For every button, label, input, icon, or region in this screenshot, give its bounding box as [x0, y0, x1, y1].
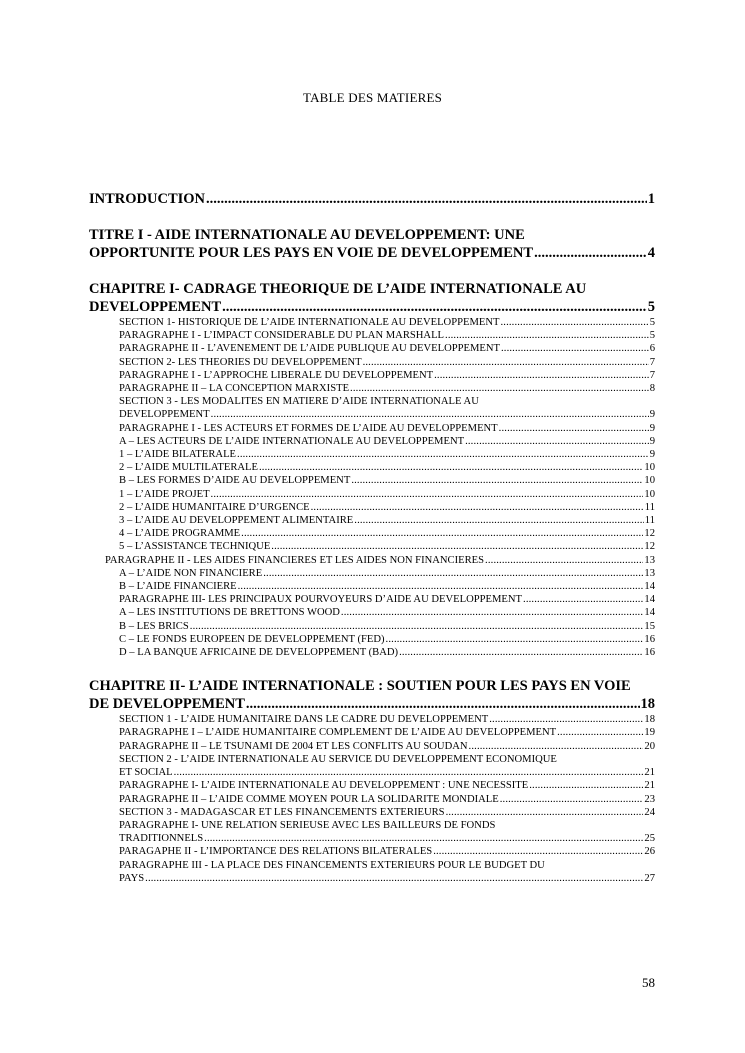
toc-entry-text: 4 – L’AIDE PROGRAMME — [119, 528, 241, 540]
toc-entry-text: SECTION 2 - L’AIDE INTERNATIONALE AU SERVICE DU DEVELOPPEMENT ECONOMIQUE — [119, 753, 557, 765]
table-of-contents — [89, 190, 655, 885]
dot-leader — [341, 606, 644, 619]
toc-page: 5 — [649, 317, 655, 328]
toc-entry-text: PARAGRAPHE II - L’AVENEMENT DE L’AIDE PUBLIQUE AU DEVELOPPEMENT — [119, 343, 500, 355]
dot-leader — [174, 766, 644, 779]
toc-entry-text: PARAGRAPHE I - L’APPROCHE LIBERALE DU DEVELOPPEMENT — [119, 369, 434, 381]
toc-entry[interactable] — [89, 806, 655, 819]
toc-entry[interactable] — [89, 316, 655, 329]
dot-leader — [469, 740, 644, 753]
toc-page: 6 — [649, 343, 655, 355]
toc-entry-text: 2 – L’AIDE MULTILATERALE — [119, 462, 258, 474]
toc-entry-text: DEVELOPPEMENT — [119, 409, 210, 421]
toc-entry-text: 1 – L’AIDE BILATERALE — [119, 449, 237, 461]
toc-page: 5 — [649, 330, 655, 342]
toc-page: 9 — [649, 435, 655, 447]
toc-entry[interactable] — [89, 713, 655, 726]
toc-entry[interactable] — [89, 793, 655, 806]
dot-leader — [433, 845, 643, 858]
toc-entry-text: TITRE I - AIDE INTERNATIONALE AU DEVELOPPEMENT: UNE — [89, 227, 525, 243]
dot-leader — [557, 726, 643, 739]
toc-page: 9 — [649, 422, 655, 434]
dot-leader — [259, 461, 643, 474]
toc-page: 15 — [644, 620, 655, 632]
toc-page: 18 — [644, 714, 655, 726]
dot-leader — [434, 369, 649, 382]
toc-page: 12 — [644, 528, 655, 540]
toc-page: 5 — [647, 299, 655, 315]
toc-page: 11 — [644, 501, 655, 513]
dot-leader — [350, 382, 649, 395]
dot-leader — [500, 793, 644, 806]
toc-page: 25 — [644, 833, 655, 845]
toc-entry-text: OPPORTUNITE POUR LES PAYS EN VOIE DE DEVELOPPEMENT — [89, 245, 534, 261]
toc-title: TABLE DES MATIERES — [302, 90, 443, 105]
toc-entry-text: PARAGRAPHE III - LA PLACE DES FINANCEMENTS EXTERIEURS POUR LE BUDGET DU — [119, 859, 545, 871]
toc-entry[interactable] — [89, 488, 655, 501]
toc-entry-text: CHAPITRE II- L’AIDE INTERNATIONALE : SOUTIEN POUR LES PAYS EN VOIE — [89, 678, 631, 695]
dot-leader — [145, 872, 643, 885]
dot-leader — [399, 646, 643, 659]
dot-leader — [500, 316, 648, 329]
toc-entry-text: TRADITIONNELS — [119, 833, 204, 845]
toc-entry[interactable] — [89, 606, 655, 619]
toc-entry[interactable] — [89, 726, 655, 739]
toc-entry-section-3[interactable] — [89, 395, 655, 421]
toc-entry[interactable] — [89, 382, 655, 395]
dot-leader — [204, 832, 643, 845]
toc-page: 11 — [644, 515, 655, 527]
toc-page: 19 — [644, 727, 655, 739]
toc-entry-text: A – L’AIDE NON FINANCIERE — [119, 567, 263, 579]
toc-page: 24 — [644, 806, 655, 818]
toc-entry[interactable] — [89, 527, 655, 540]
dot-leader — [238, 580, 644, 593]
dot-leader — [241, 527, 643, 540]
toc-page: 9 — [649, 409, 655, 421]
toc-entry-text: C – LE FONDS EUROPEEN DE DEVELOPPEMENT (FED) — [119, 633, 385, 645]
toc-page: 16 — [644, 633, 655, 645]
toc-entry[interactable] — [89, 567, 655, 580]
toc-page: 8 — [649, 383, 655, 395]
toc-entry-text: INTRODUCTION — [89, 191, 206, 207]
toc-entry-text: PARAGRAPHE II – LA CONCEPTION MARXISTE — [119, 383, 350, 395]
toc-page: 20 — [644, 740, 655, 752]
toc-entry-text: SECTION 2- LES THEORIES DU DEVELOPPEMENT — [119, 356, 362, 368]
toc-entry-text: B – LES FORMES D’AIDE AU DEVELOPPEMENT — [119, 475, 351, 487]
toc-entry[interactable] — [89, 448, 655, 461]
dot-leader — [211, 408, 649, 421]
toc-entry-text: B – LES BRICS — [119, 620, 189, 632]
toc-page: 7 — [649, 356, 655, 368]
toc-entry-text: SECTION 1- HISTORIQUE DE L’AIDE INTERNATIONALE AU DEVELOPPEMENT — [119, 317, 500, 328]
dot-leader — [351, 474, 643, 487]
toc-entry[interactable] — [89, 422, 655, 435]
toc-entry[interactable] — [89, 593, 655, 606]
toc-chapitre-2-heading[interactable] — [89, 677, 655, 713]
toc-entry-text: SECTION 1 - L’AIDE HUMANITAIRE DANS LE CADRE DU DEVELOPPEMENT — [119, 714, 489, 726]
toc-entry-text: B – L’AIDE FINANCIERE — [119, 581, 237, 593]
toc-entry[interactable] — [89, 474, 655, 487]
dot-leader — [489, 713, 643, 726]
dot-leader — [211, 488, 644, 501]
dot-leader — [499, 422, 649, 435]
toc-entry-text: PARAGRAPHE II – LE TSUNAMI DE 2004 ET LES CONFLITS AU SOUDAN — [119, 740, 468, 752]
toc-entry[interactable] — [89, 646, 655, 659]
toc-page: 4 — [647, 245, 655, 261]
toc-entry-text: SECTION 3 - MADAGASCAR ET LES FINANCEMENTS EXTERIEURS — [119, 806, 445, 818]
toc-entry-text: PARAGAPHE II - L’IMPORTANCE DES RELATIONS BILATERALES — [119, 846, 433, 858]
toc-entry-text: PARAGRAPHE III- LES PRINCIPAUX POURVOYEURS D’AIDE AU DEVELOPPEMENT — [119, 594, 523, 606]
dot-leader — [354, 514, 644, 527]
toc-chapitre-1 — [89, 280, 655, 659]
toc-page: 10 — [644, 488, 655, 500]
toc-page: 21 — [644, 767, 655, 779]
toc-entry-text: 2 – L’AIDE HUMANITAIRE D’URGENCE — [119, 501, 310, 513]
dot-leader — [311, 501, 644, 514]
toc-page: 7 — [649, 369, 655, 381]
toc-entry-paragraphe-1[interactable] — [89, 819, 655, 845]
toc-page: 9 — [649, 449, 655, 461]
toc-entry-text: SECTION 3 - LES MODALITES EN MATIERE D’AIDE INTERNATIONALE AU — [119, 396, 479, 408]
toc-page: 10 — [644, 475, 655, 487]
dot-leader — [446, 806, 644, 819]
dot-leader — [190, 620, 644, 633]
dot-leader — [529, 779, 643, 792]
page-number: 58 — [642, 975, 655, 990]
toc-chapitre-2 — [89, 677, 655, 885]
toc-entry[interactable] — [89, 633, 655, 646]
toc-page: 13 — [644, 554, 655, 566]
toc-entry-text: 3 – L’AIDE AU DEVELOPPEMENT ALIMENTAIRE — [119, 515, 354, 527]
toc-page: 12 — [644, 541, 655, 553]
toc-chapitre-1-heading[interactable] — [89, 280, 655, 316]
toc-page: 14 — [644, 594, 655, 606]
toc-entry[interactable] — [89, 514, 655, 527]
toc-entry-text: ET SOCIAL — [119, 767, 173, 779]
toc-entry-text: PARAGRAPHE I - L’IMPACT CONSIDERABLE DU PLAN MARSHALL — [119, 330, 445, 342]
toc-page: 18 — [640, 696, 655, 713]
toc-entry[interactable] — [89, 329, 655, 342]
toc-titre-1[interactable] — [89, 226, 655, 262]
toc-entry-text: DEVELOPPEMENT — [89, 299, 222, 315]
toc-entry-text: DE DEVELOPPEMENT — [89, 696, 245, 713]
dot-leader — [523, 593, 643, 606]
toc-entry-text: CHAPITRE I- CADRAGE THEORIQUE DE L’AIDE INTERNATIONALE AU — [89, 281, 587, 297]
toc-entry-paragraphe-3[interactable] — [89, 859, 655, 885]
toc-page: 23 — [644, 793, 655, 805]
dot-leader — [465, 435, 649, 448]
toc-page: 27 — [644, 872, 655, 884]
toc-entry-text: D – LA BANQUE AFRICAINE DE DEVELOPPEMENT (BAD) — [119, 647, 399, 659]
toc-entry-section-2[interactable] — [89, 753, 655, 779]
toc-entry[interactable] — [89, 540, 655, 553]
dot-leader — [445, 329, 649, 342]
toc-page: 14 — [644, 581, 655, 593]
toc-entry[interactable] — [89, 620, 655, 633]
toc-entry[interactable] — [89, 342, 655, 355]
toc-page: 21 — [644, 780, 655, 792]
toc-entry-text: PARAGRAPHE II - LES AIDES FINANCIERES ET LES AIDES NON FINANCIERES — [105, 554, 485, 566]
toc-entry-text: A – LES ACTEURS DE L’AIDE INTERNATIONALE AU DEVELOPPEMENT — [119, 435, 465, 447]
toc-page: 10 — [644, 462, 655, 474]
toc-entry-paragraphe-2[interactable] — [89, 554, 655, 567]
toc-entry[interactable] — [89, 461, 655, 474]
toc-entry-paragraphe-2[interactable] — [89, 845, 655, 858]
toc-entry-text: 1 – L’AIDE PROJET — [119, 488, 210, 500]
toc-entry-text: A – LES INSTITUTIONS DE BRETTONS WOOD — [119, 607, 340, 619]
dot-leader — [263, 567, 643, 580]
toc-entry[interactable] — [89, 580, 655, 593]
toc-page: 26 — [644, 846, 655, 858]
toc-entry[interactable] — [89, 740, 655, 753]
toc-entry-text: PARAGRAPHE I – L’AIDE HUMANITAIRE COMPLEMENT DE L’AIDE AU DEVELOPPEMENT — [119, 727, 557, 739]
toc-entry[interactable] — [89, 369, 655, 382]
toc-entry-text: PAYS — [119, 872, 145, 884]
toc-page: 16 — [644, 647, 655, 659]
dot-leader — [271, 540, 643, 553]
dot-leader — [206, 190, 647, 208]
toc-entry[interactable] — [89, 779, 655, 792]
toc-page: 14 — [644, 607, 655, 619]
toc-page: 1 — [647, 191, 655, 207]
dot-leader — [246, 695, 640, 713]
dot-leader — [363, 356, 649, 369]
dot-leader — [485, 554, 643, 567]
dot-leader — [222, 298, 647, 316]
toc-entry[interactable] — [89, 435, 655, 448]
dot-leader — [534, 244, 647, 262]
toc-entry[interactable] — [89, 356, 655, 369]
toc-page: 13 — [644, 567, 655, 579]
toc-entry-text: PARAGRAPHE I - LES ACTEURS ET FORMES DE L’AIDE AU DEVELOPPEMENT — [119, 422, 498, 434]
toc-entry[interactable] — [89, 501, 655, 514]
toc-entry-text: PARAGRAPHE II – L’AIDE COMME MOYEN POUR LA SOLIDARITE MONDIALE — [119, 793, 499, 805]
dot-leader — [501, 342, 649, 355]
dot-leader — [386, 633, 644, 646]
toc-entry-text: PARAGRAPHE I- UNE RELATION SERIEUSE AVEC LES BAILLEURS DE FONDS — [119, 819, 496, 831]
toc-entry-text: 5 – L’ASSISTANCE TECHNIQUE — [119, 541, 271, 553]
dot-leader — [237, 448, 649, 461]
toc-introduction[interactable] — [89, 190, 655, 208]
toc-entry-text: PARAGRAPHE I- L’AIDE INTERNATIONALE AU DEVELOPPEMENT : UNE NECESSITE — [119, 780, 529, 792]
